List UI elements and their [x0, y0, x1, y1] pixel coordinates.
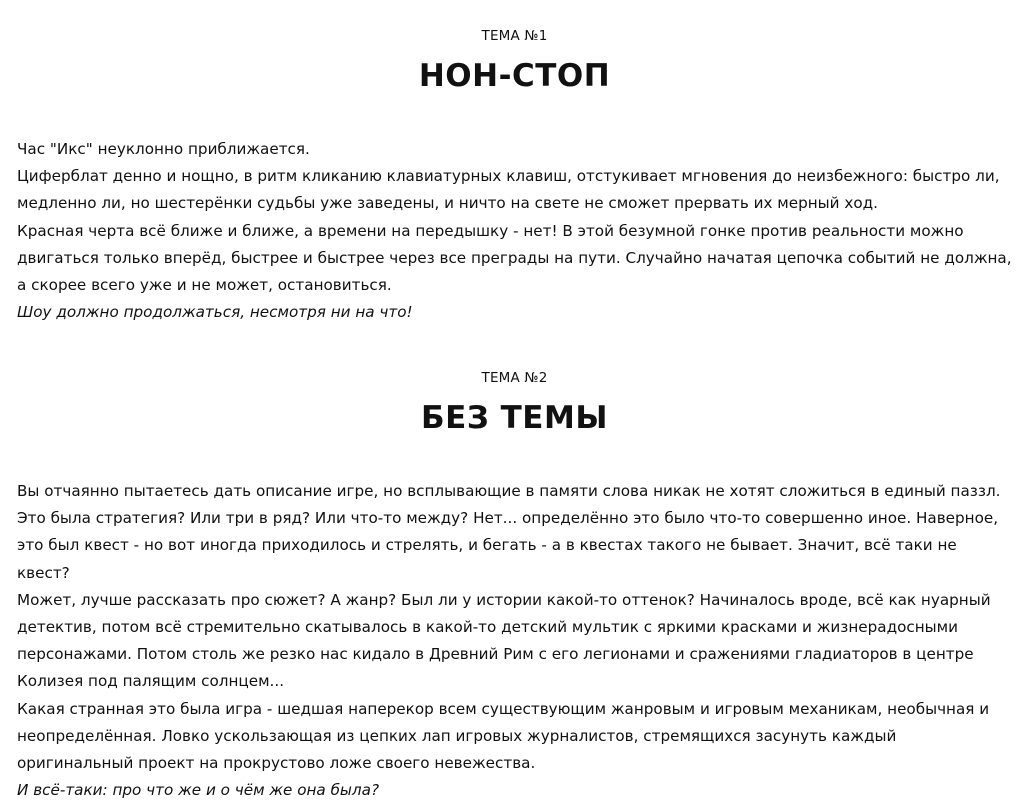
description-paragraph: Это была стратегия? Или три в ряд? Или что-то между? Нет... определённо это было что-то совершенно иное. Наверное, это был квест - но вот иногда приходилось и стрелять, и бегать - а в квестах такого не бывает. Значит, всё таки не квест?	[17, 509, 999, 582]
description-paragraph: Какая странная это была игра - шедшая наперекор всем существующим жанровым и игровым механикам, необычная и неопределённая. Ловко ускользающая из цепких лап игровых журналистов, стремящихся засунуть каждый оригинальный проект на прокрустово ложе своего невежества.	[17, 699, 990, 773]
theme-section-2	[17, 368, 1012, 804]
closing-line: Шоу должно продолжаться, несмотря ни на что!	[17, 303, 413, 322]
closing-line: И всё-таки: про что же и о чём же она была?	[17, 781, 380, 800]
theme-section-1	[17, 26, 1012, 326]
theme-label: ТЕМА №2	[481, 370, 548, 386]
theme-description	[17, 478, 1012, 804]
theme-label: ТЕМА №1	[481, 28, 548, 44]
theme-description	[17, 136, 1012, 326]
theme-title: НОН-СТОП	[418, 58, 611, 94]
description-paragraph: Циферблат денно и нощно, в ритм кликанию клавиатурных клавиш, отстукивает мгновения до неизбежного: быстро ли, медленно ли, но шестерёнки судьбы уже заведены, и ничто на свете не сможет прервать их мерный ход.	[17, 167, 1000, 213]
description-paragraph: Вы отчаянно пытаетесь дать описание игре, но всплывающие в памяти слова никак не хотят сложиться в единый паззл.	[17, 482, 1001, 500]
description-paragraph: Красная черта всё ближе и ближе, а времени на передышку - нет! В этой безумной гонке против реальности можно двигаться только вперёд, быстрее и быстрее через все преграды на пути. Случайно начатая цепочка событий не должна, а скорее всего уже и не может, остановиться.	[17, 221, 1012, 295]
description-paragraph: Может, лучше рассказать про сюжет? А жанр? Был ли у истории какой-то оттенок? Начиналось вроде, всё как нуарный детектив, потом всё стремительно скатывалось в какой-то детский мультик с яркими красками и жизнерадосными персонажами. Потом столь же резко нас кидало в Древний Рим с его легионами и сражениями гладиаторов в центре Колизея под палящим солнцем...	[17, 590, 991, 691]
description-paragraph: Час "Икс" неуклонно приближается.	[17, 140, 310, 158]
theme-title: БЕЗ ТЕМЫ	[421, 400, 608, 436]
